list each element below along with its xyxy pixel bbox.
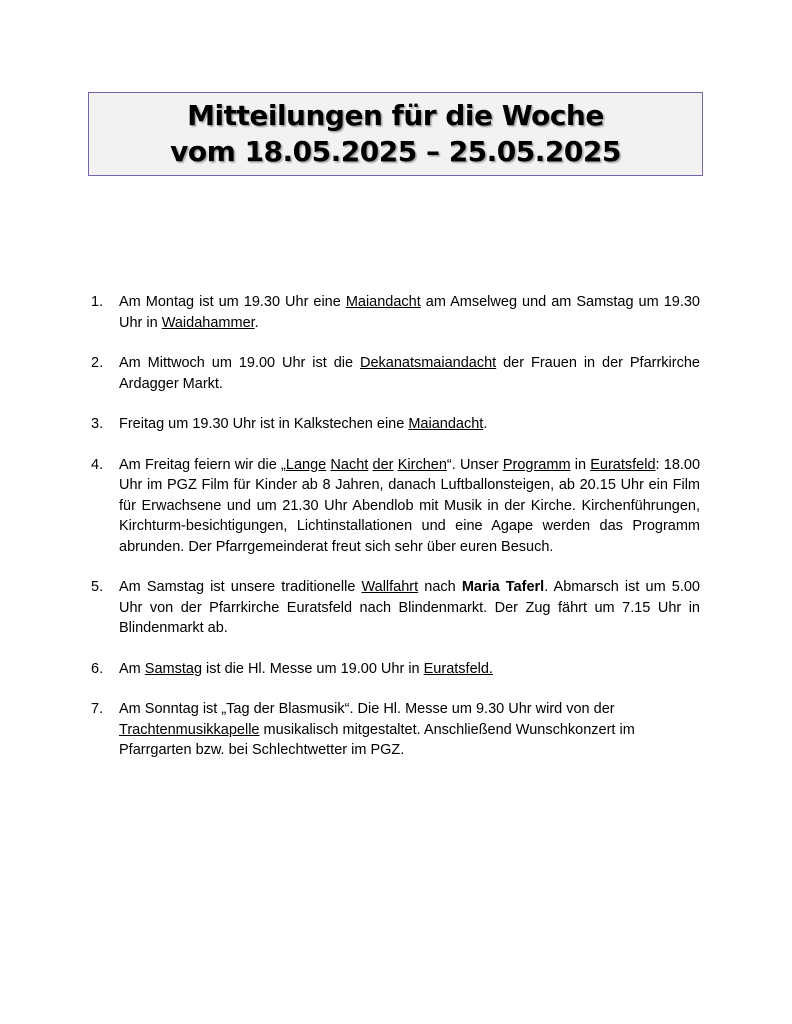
item-text [119,353,700,394]
text-segment: Am Mittwoch um 19.00 Uhr ist die [119,355,360,371]
list-item-5 [91,577,700,639]
item-text [119,455,700,558]
item-text [119,292,700,333]
text-segment: . Abmarsch ist um 5.00 Uhr von der Pfarrkirche Euratsfeld nach Blindenmarkt. Der Zug fährt um 7.15 Uhr in Blindenmarkt ab. [119,579,700,636]
underlined-term: Trachtenmusikkapelle [119,721,260,738]
item-number: 2. [91,355,104,371]
text-segment: ist die Hl. Messe um 19.00 Uhr in [202,660,424,677]
text-segment: . [483,416,488,432]
item-number: 6. [91,660,104,677]
text-segment: musikalisch mitgestaltet. Anschließend Wunschkonzert im Pfarrgarten bzw. bei Schlechtwetter im PGZ. [119,721,635,758]
text-segment: der Frauen in der Pfarrkirche Ardagger Markt. [119,355,700,392]
underlined-term: Lange [285,456,327,473]
text-segment: : 18.00 Uhr im PGZ Film für Kinder ab 8 Jahren, danach Luftballonsteigen, ab 20.15 Uhr ein Film für Erwachsene und um 21.30 Uhr Abendlob mit Musik in der Kirche. Kirchenführungen, Kirchturm-besichtigungen, Lichtinstallationen und eine Agape werden das Programm abrunden. Der Pfarrgemeinderat freut sich sehr über euren Besuch. [119,456,701,555]
item-number: 7. [91,701,104,717]
list-item-6 [91,659,700,680]
underlined-term: Nacht [330,456,369,473]
item-number: 1. [91,294,104,310]
item-text [119,659,700,680]
item-text [119,577,700,639]
text-segment: in [570,456,591,473]
item-text [119,699,700,761]
underlined-term: Dekanatsmaiandacht [359,355,497,371]
announcement-list [91,292,700,781]
text-segment: Am Sonntag ist „Tag der Blasmusik“. Die Hl. Messe um 9.30 Uhr wird von der [119,701,615,717]
item-number: 3. [91,416,104,432]
list-item-2 [91,353,700,394]
underlined-term: Wallfahrt [361,579,419,595]
text-segment: nach [418,579,462,595]
underlined-term: der [372,456,394,473]
underlined-term: Waidahammer [161,314,255,331]
title-box [88,92,703,176]
text-segment: Am Montag ist um 19.30 Uhr eine [119,294,346,310]
text-segment: Am Freitag feiern wir die „ [119,456,286,473]
text-segment: am Amselweg und am Samstag um 19.30 Uhr in [119,294,700,331]
text-segment: Am Samstag ist unsere traditionelle [119,579,362,595]
list-item-1 [91,292,700,333]
underlined-term: Euratsfeld [590,456,656,473]
list-item-7 [91,699,700,761]
underlined-term: Samstag [144,660,203,677]
text-segment: Freitag um 19.30 Uhr ist in Kalkstechen eine [119,416,409,432]
text-segment: . [254,314,259,331]
underlined-term: Programm [502,456,571,473]
underlined-term: Kirchen [397,456,447,473]
list-item-3 [91,414,700,435]
item-number: 5. [91,579,104,595]
text-segment: “. Unser [446,456,503,473]
bold-term: Maria Taferl [461,579,545,595]
underlined-term: Maiandacht [408,416,484,432]
item-text [119,414,700,435]
list-item-4 [91,455,700,558]
underlined-term: Maiandacht [345,294,421,310]
item-number: 4. [91,456,104,473]
underlined-term: Euratsfeld. [423,660,493,677]
title-line-1: Mitteilungen für die Woche [187,99,604,132]
text-segment: Am [119,660,145,677]
title-line-2: vom 18.05.2025 – 25.05.2025 [170,135,621,168]
